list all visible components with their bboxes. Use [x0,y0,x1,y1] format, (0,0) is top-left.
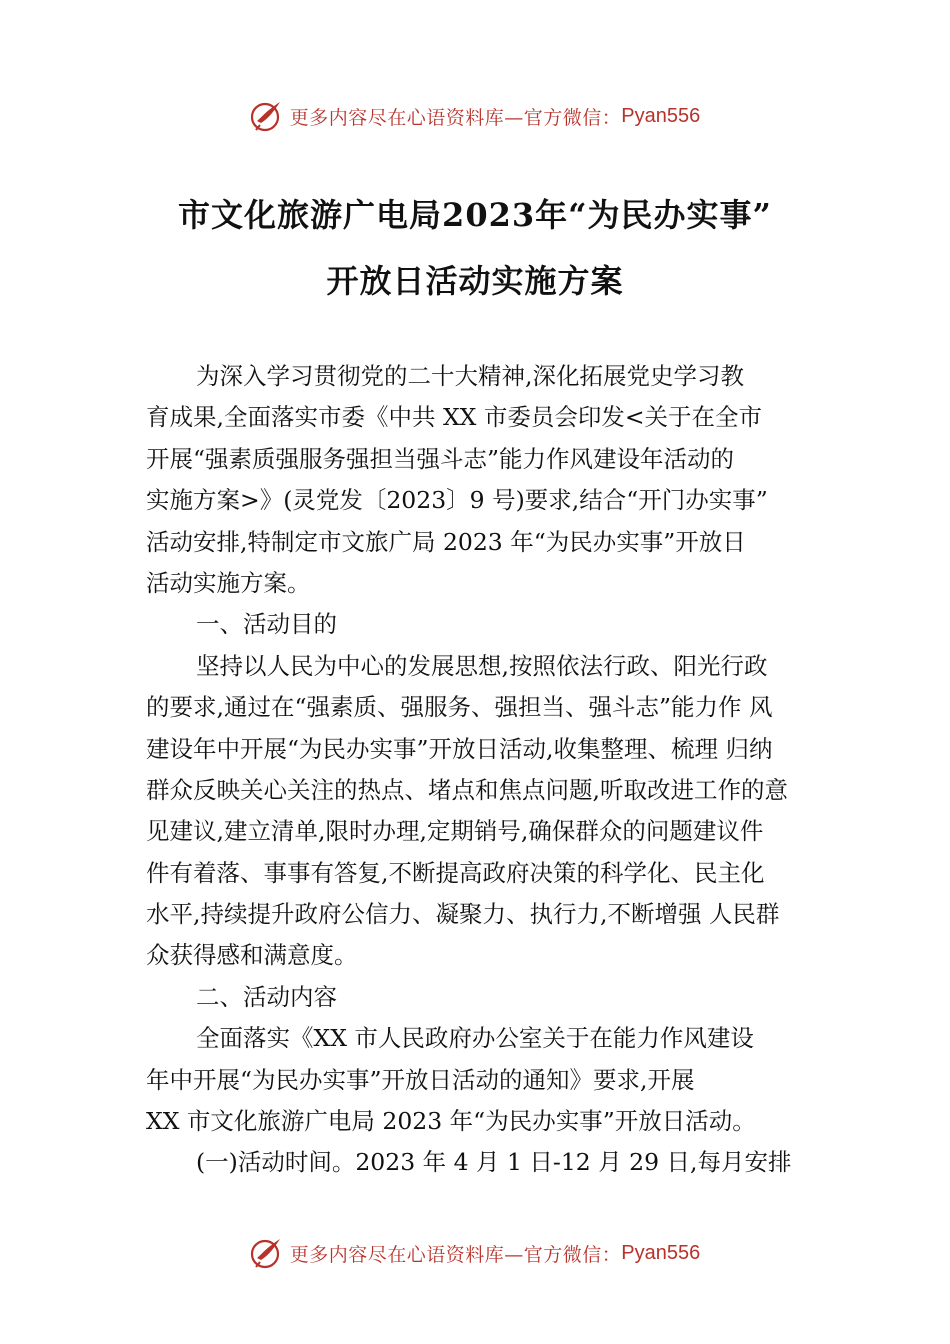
header-watermark-banner [0,96,950,136]
quill-logo-icon [250,99,284,133]
body-line: 全面落实《XX 市人民政府办公室关于在能力作风建设 [196,1024,754,1053]
body-line: 水平,持续提升政府公信力、凝聚力、执行力,不断增强 人民群 [146,900,780,929]
body-line: 建设年中开展“为民办实事”开放日活动,收集整理、梳理 归纳 [146,734,773,763]
body-line: 开展“强素质强服务强担当强斗志”能力作风建设年活动的 [146,444,735,473]
body-line: 件有着落、事事有答复,不断提高政府决策的科学化、民主化 [146,858,765,887]
document-body [146,356,836,1184]
body-line: (一)活动时间。2023 年 4 月 1 日-12 月 29 日,每月安排 [196,1148,792,1177]
body-line: 群众反映关心关注的热点、堵点和焦点问题,听取改进工作的意 [146,775,788,804]
body-line: 二、活动内容 [196,982,337,1011]
body-line: 众获得感和满意度。 [146,941,358,970]
footer-watermark-banner [0,1233,950,1273]
body-line: 活动实施方案。 [146,568,311,597]
document-title-line-2: 开放日活动实施方案 [326,262,624,300]
body-line: 的要求,通过在“强素质、强服务、强担当、强斗志”能力作 风 [146,693,773,722]
body-line: 坚持以人民为中心的发展思想,按照依法行政、阳光行政 [196,651,768,680]
body-line: 活动安排,特制定市文旅广局 2023 年“为民办实事”开放日 [146,527,746,556]
wechat-id: Pyan556 [621,1241,701,1264]
watermark-text: 更多内容尽在心语资料库—官方微信： [289,1243,622,1266]
body-line: 年中开展“为民办实事”开放日活动的通知》要求,开展 [146,1065,695,1094]
body-line: 见建议,建立清单,限时办理,定期销号,确保群众的问题建议件 [146,817,764,846]
quill-logo-icon [250,1236,284,1270]
wechat-id: Pyan556 [621,104,701,127]
watermark-text: 更多内容尽在心语资料库—官方微信： [289,106,622,129]
body-line: XX 市文化旅游广电局 2023 年“为民办实事”开放日活动。 [146,1107,756,1136]
body-line: 实施方案>》(灵党发〔2023〕9 号)要求,结合“开门办实事” [146,486,768,515]
body-line: 为深入学习贯彻党的二十大精神,深化拓展党史学习教 [196,362,744,390]
document-title-line-1: 市文化旅游广电局2023年“为民办实事” [178,196,772,234]
body-line: 一、活动目的 [196,610,337,639]
body-line: 育成果,全面落实市委《中共 XX 市委员会印发<关于在全市 [146,403,763,432]
